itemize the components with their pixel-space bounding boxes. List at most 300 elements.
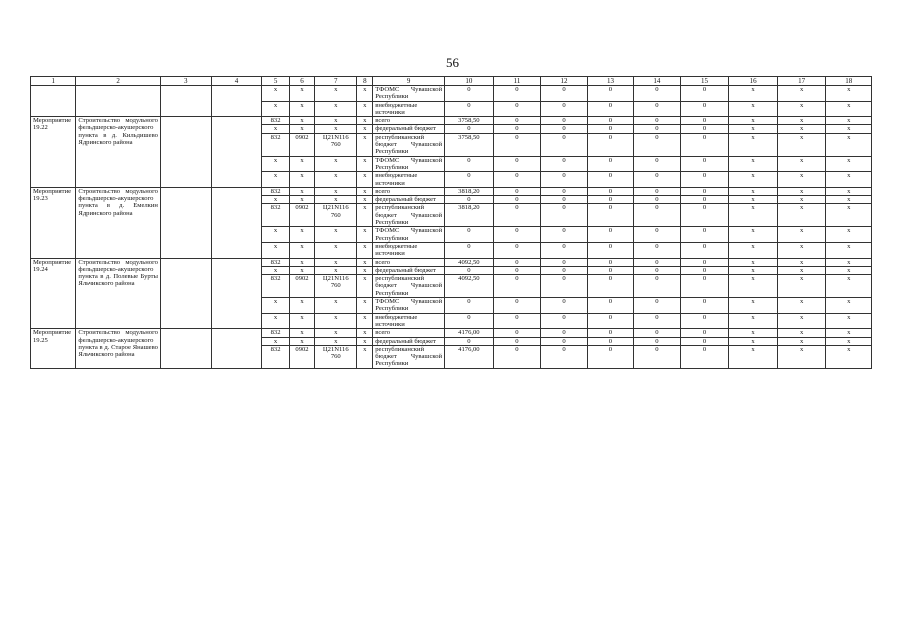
section-code-cell: x <box>289 298 314 314</box>
activity-name-cell <box>76 86 161 117</box>
funding-source-cell: ТФОМС Чувашской Республики <box>373 156 445 172</box>
year-2021-cell: 0 <box>541 266 587 274</box>
funding-source-cell: внебюджетные источники <box>373 313 445 329</box>
header-row <box>31 77 872 86</box>
year-2022-cell: 0 <box>587 133 633 156</box>
section-code-cell: x <box>289 86 314 102</box>
year-2030-cell: x <box>777 258 826 266</box>
year-2022-cell: 0 <box>587 204 633 227</box>
target-indicator-cell <box>211 329 262 368</box>
expense-type-cell: x <box>357 313 373 329</box>
funding-source-cell: ТФОМС Чувашской Республики <box>373 86 445 102</box>
executor-cell <box>160 329 211 368</box>
expense-type-cell: x <box>357 275 373 298</box>
year-2035-cell: x <box>826 298 872 314</box>
activity-label-cell: Мероприятие 19.22 <box>31 117 76 188</box>
year-2030-cell: x <box>777 117 826 125</box>
year-2021-cell: 0 <box>541 258 587 266</box>
target-indicator-cell <box>211 86 262 117</box>
target-article-cell: x <box>315 242 357 258</box>
year-2023-cell: 0 <box>634 298 680 314</box>
year-2024-cell: 0 <box>680 266 729 274</box>
year-2030-cell: x <box>777 187 826 195</box>
year-2021-cell: 0 <box>541 227 587 243</box>
year-2030-cell: x <box>777 313 826 329</box>
section-code-cell: 0902 <box>289 204 314 227</box>
year-2022-cell: 0 <box>587 313 633 329</box>
year-2024-cell: 0 <box>680 117 729 125</box>
year-2024-cell: 0 <box>680 156 729 172</box>
section-code-cell: x <box>289 227 314 243</box>
year-2022-cell: 0 <box>587 187 633 195</box>
year-2020-cell: 0 <box>493 172 541 188</box>
year-2021-cell: 0 <box>541 204 587 227</box>
year-2020-cell: 0 <box>493 86 541 102</box>
year-2022-cell: 0 <box>587 275 633 298</box>
year-2023-cell: 0 <box>634 258 680 266</box>
expense-type-cell: x <box>357 266 373 274</box>
gov-code-cell: 832 <box>262 117 289 125</box>
year-2030-cell: x <box>777 133 826 156</box>
year-2022-cell: 0 <box>587 172 633 188</box>
section-code-cell: x <box>289 313 314 329</box>
year-2024-cell: 0 <box>680 101 729 117</box>
year-2022-cell: 0 <box>587 345 633 368</box>
year-2021-cell: 0 <box>541 242 587 258</box>
year-2022-cell: 0 <box>587 242 633 258</box>
year-2020-cell: 0 <box>493 117 541 125</box>
year-2020-cell: 0 <box>493 133 541 156</box>
year-2023-cell: 0 <box>634 187 680 195</box>
column-number-header: 18 <box>826 77 872 86</box>
year-2021-cell: 0 <box>541 298 587 314</box>
expense-type-cell: x <box>357 172 373 188</box>
year-2023-cell: 0 <box>634 172 680 188</box>
activity-name-cell: Строительство модульного фельдшерско-акушерского пункта в д. Емелкин Ядринского района <box>76 187 161 258</box>
year-2035-cell: x <box>826 313 872 329</box>
year-2035-cell: x <box>826 133 872 156</box>
year-2023-cell: 0 <box>634 227 680 243</box>
gov-code-cell: x <box>262 156 289 172</box>
year-2020-cell: 0 <box>493 313 541 329</box>
column-number-header: 17 <box>777 77 826 86</box>
year-2022-cell: 0 <box>587 156 633 172</box>
column-number-header: 8 <box>357 77 373 86</box>
target-article-cell: x <box>315 117 357 125</box>
year-2019-cell: 4176,00 <box>445 329 494 337</box>
year-2025-cell: x <box>729 101 778 117</box>
target-article-cell: x <box>315 101 357 117</box>
year-2023-cell: 0 <box>634 313 680 329</box>
year-2022-cell: 0 <box>587 337 633 345</box>
table-row <box>31 187 872 195</box>
target-indicator-cell <box>211 117 262 188</box>
year-2024-cell: 0 <box>680 275 729 298</box>
table-row <box>31 86 872 102</box>
year-2030-cell: x <box>777 86 826 102</box>
year-2024-cell: 0 <box>680 172 729 188</box>
funding-source-cell: всего <box>373 117 445 125</box>
year-2035-cell: x <box>826 187 872 195</box>
section-code-cell: x <box>289 266 314 274</box>
funding-source-cell: внебюджетные источники <box>373 172 445 188</box>
executor-cell <box>160 86 211 117</box>
year-2019-cell: 0 <box>445 313 494 329</box>
gov-code-cell: 832 <box>262 345 289 368</box>
column-number-header: 11 <box>493 77 541 86</box>
year-2021-cell: 0 <box>541 101 587 117</box>
year-2021-cell: 0 <box>541 187 587 195</box>
year-2025-cell: x <box>729 187 778 195</box>
section-code-cell: x <box>289 125 314 133</box>
year-2020-cell: 0 <box>493 345 541 368</box>
year-2019-cell: 0 <box>445 298 494 314</box>
section-code-cell: x <box>289 196 314 204</box>
year-2035-cell: x <box>826 345 872 368</box>
expense-type-cell: x <box>357 187 373 195</box>
gov-code-cell: x <box>262 337 289 345</box>
year-2019-cell: 3758,50 <box>445 117 494 125</box>
year-2030-cell: x <box>777 156 826 172</box>
year-2025-cell: x <box>729 117 778 125</box>
year-2021-cell: 0 <box>541 337 587 345</box>
column-number-header: 2 <box>76 77 161 86</box>
year-2030-cell: x <box>777 125 826 133</box>
table-row <box>31 258 872 266</box>
page-number: 56 <box>446 55 459 70</box>
year-2019-cell: 0 <box>445 172 494 188</box>
year-2030-cell: x <box>777 172 826 188</box>
year-2025-cell: x <box>729 86 778 102</box>
section-code-cell: 0902 <box>289 133 314 156</box>
funding-source-cell: республиканский бюджет Чувашской Республики <box>373 345 445 368</box>
year-2035-cell: x <box>826 101 872 117</box>
funding-source-cell: ТФОМС Чувашской Республики <box>373 298 445 314</box>
year-2023-cell: 0 <box>634 86 680 102</box>
funding-source-cell: федеральный бюджет <box>373 337 445 345</box>
funding-source-cell: всего <box>373 329 445 337</box>
year-2024-cell: 0 <box>680 242 729 258</box>
funding-source-cell: всего <box>373 187 445 195</box>
executor-cell <box>160 117 211 188</box>
year-2023-cell: 0 <box>634 125 680 133</box>
activity-label-cell: Мероприятие 19.23 <box>31 187 76 258</box>
section-code-cell: x <box>289 329 314 337</box>
gov-code-cell: x <box>262 313 289 329</box>
expense-type-cell: x <box>357 196 373 204</box>
column-number-header: 6 <box>289 77 314 86</box>
section-code-cell: x <box>289 172 314 188</box>
year-2019-cell: 3758,50 <box>445 133 494 156</box>
year-2022-cell: 0 <box>587 125 633 133</box>
year-2030-cell: x <box>777 275 826 298</box>
gov-code-cell: x <box>262 242 289 258</box>
year-2035-cell: x <box>826 275 872 298</box>
gov-code-cell: 832 <box>262 133 289 156</box>
year-2025-cell: x <box>729 196 778 204</box>
expense-type-cell: x <box>357 345 373 368</box>
table-row <box>31 329 872 337</box>
target-article-cell: Ц21N116 760 <box>315 345 357 368</box>
activity-label-cell <box>31 86 76 117</box>
year-2024-cell: 0 <box>680 345 729 368</box>
section-code-cell: x <box>289 101 314 117</box>
expense-type-cell: x <box>357 156 373 172</box>
target-article-cell: x <box>315 337 357 345</box>
year-2024-cell: 0 <box>680 329 729 337</box>
year-2030-cell: x <box>777 266 826 274</box>
year-2021-cell: 0 <box>541 275 587 298</box>
expense-type-cell: x <box>357 337 373 345</box>
year-2025-cell: x <box>729 172 778 188</box>
funding-source-cell: республиканский бюджет Чувашской Республики <box>373 275 445 298</box>
year-2030-cell: x <box>777 196 826 204</box>
year-2025-cell: x <box>729 125 778 133</box>
year-2020-cell: 0 <box>493 266 541 274</box>
year-2025-cell: x <box>729 329 778 337</box>
year-2024-cell: 0 <box>680 204 729 227</box>
activity-name-cell: Строительство модульного фельдшерско-акушерского пункта в д. Полевые Бурты Яльчикского района <box>76 258 161 329</box>
year-2020-cell: 0 <box>493 227 541 243</box>
funding-source-cell: республиканский бюджет Чувашской Республики <box>373 133 445 156</box>
expense-type-cell: x <box>357 258 373 266</box>
column-number-header: 1 <box>31 77 76 86</box>
year-2020-cell: 0 <box>493 101 541 117</box>
gov-code-cell: x <box>262 125 289 133</box>
year-2035-cell: x <box>826 258 872 266</box>
year-2023-cell: 0 <box>634 242 680 258</box>
year-2023-cell: 0 <box>634 196 680 204</box>
year-2021-cell: 0 <box>541 329 587 337</box>
section-code-cell: 0902 <box>289 275 314 298</box>
year-2035-cell: x <box>826 266 872 274</box>
gov-code-cell: x <box>262 266 289 274</box>
year-2022-cell: 0 <box>587 101 633 117</box>
expense-type-cell: x <box>357 86 373 102</box>
gov-code-cell: 832 <box>262 258 289 266</box>
year-2035-cell: x <box>826 125 872 133</box>
year-2025-cell: x <box>729 156 778 172</box>
year-2022-cell: 0 <box>587 86 633 102</box>
year-2030-cell: x <box>777 345 826 368</box>
target-article-cell: x <box>315 125 357 133</box>
year-2019-cell: 0 <box>445 266 494 274</box>
year-2035-cell: x <box>826 86 872 102</box>
activity-name-cell: Строительство модульного фельдшерско-акушерского пункта в д. Старое Янашево Яльчикского района <box>76 329 161 368</box>
funding-source-cell: федеральный бюджет <box>373 266 445 274</box>
year-2021-cell: 0 <box>541 345 587 368</box>
funding-source-cell: федеральный бюджет <box>373 196 445 204</box>
target-article-cell: x <box>315 196 357 204</box>
year-2019-cell: 4092,50 <box>445 275 494 298</box>
expense-type-cell: x <box>357 204 373 227</box>
expense-type-cell: x <box>357 298 373 314</box>
activity-name-cell: Строительство модульного фельдшерско-акушерского пункта в д. Кильдишево Ядринского района <box>76 117 161 188</box>
expense-type-cell: x <box>357 101 373 117</box>
year-2030-cell: x <box>777 101 826 117</box>
year-2020-cell: 0 <box>493 258 541 266</box>
funding-source-cell: ТФОМС Чувашской Республики <box>373 227 445 243</box>
year-2030-cell: x <box>777 204 826 227</box>
target-article-cell: Ц21N116 760 <box>315 133 357 156</box>
executor-cell <box>160 258 211 329</box>
column-number-header: 16 <box>729 77 778 86</box>
year-2023-cell: 0 <box>634 133 680 156</box>
year-2022-cell: 0 <box>587 329 633 337</box>
year-2022-cell: 0 <box>587 227 633 243</box>
year-2035-cell: x <box>826 227 872 243</box>
year-2024-cell: 0 <box>680 125 729 133</box>
year-2022-cell: 0 <box>587 266 633 274</box>
year-2025-cell: x <box>729 266 778 274</box>
year-2030-cell: x <box>777 329 826 337</box>
column-number-header: 9 <box>373 77 445 86</box>
target-article-cell: x <box>315 227 357 243</box>
gov-code-cell: 832 <box>262 187 289 195</box>
year-2019-cell: 0 <box>445 227 494 243</box>
year-2019-cell: 0 <box>445 196 494 204</box>
gov-code-cell: x <box>262 227 289 243</box>
target-article-cell: Ц21N116 760 <box>315 204 357 227</box>
column-number-header: 7 <box>315 77 357 86</box>
funding-source-cell: республиканский бюджет Чувашской Республики <box>373 204 445 227</box>
target-article-cell: x <box>315 329 357 337</box>
target-article-cell: x <box>315 156 357 172</box>
year-2019-cell: 0 <box>445 86 494 102</box>
year-2023-cell: 0 <box>634 204 680 227</box>
column-number-header: 13 <box>587 77 633 86</box>
gov-code-cell: x <box>262 298 289 314</box>
section-code-cell: x <box>289 156 314 172</box>
year-2019-cell: 0 <box>445 101 494 117</box>
column-number-header: 3 <box>160 77 211 86</box>
year-2035-cell: x <box>826 117 872 125</box>
year-2030-cell: x <box>777 227 826 243</box>
table-row <box>31 117 872 125</box>
section-code-cell: x <box>289 258 314 266</box>
year-2021-cell: 0 <box>541 125 587 133</box>
expense-type-cell: x <box>357 133 373 156</box>
year-2020-cell: 0 <box>493 298 541 314</box>
year-2022-cell: 0 <box>587 298 633 314</box>
year-2023-cell: 0 <box>634 101 680 117</box>
target-article-cell: x <box>315 298 357 314</box>
target-article-cell: x <box>315 258 357 266</box>
year-2024-cell: 0 <box>680 86 729 102</box>
year-2025-cell: x <box>729 242 778 258</box>
gov-code-cell: x <box>262 101 289 117</box>
year-2025-cell: x <box>729 258 778 266</box>
year-2025-cell: x <box>729 337 778 345</box>
gov-code-cell: x <box>262 196 289 204</box>
year-2030-cell: x <box>777 337 826 345</box>
program-funding-table <box>30 76 872 369</box>
year-2023-cell: 0 <box>634 266 680 274</box>
expense-type-cell: x <box>357 125 373 133</box>
funding-source-cell: федеральный бюджет <box>373 125 445 133</box>
gov-code-cell: x <box>262 172 289 188</box>
funding-source-cell: всего <box>373 258 445 266</box>
gov-code-cell: 832 <box>262 204 289 227</box>
year-2035-cell: x <box>826 242 872 258</box>
year-2024-cell: 0 <box>680 298 729 314</box>
year-2021-cell: 0 <box>541 86 587 102</box>
year-2025-cell: x <box>729 345 778 368</box>
year-2024-cell: 0 <box>680 196 729 204</box>
year-2020-cell: 0 <box>493 125 541 133</box>
year-2021-cell: 0 <box>541 156 587 172</box>
gov-code-cell: x <box>262 86 289 102</box>
gov-code-cell: 832 <box>262 329 289 337</box>
year-2024-cell: 0 <box>680 337 729 345</box>
expense-type-cell: x <box>357 329 373 337</box>
year-2022-cell: 0 <box>587 258 633 266</box>
year-2019-cell: 0 <box>445 156 494 172</box>
year-2021-cell: 0 <box>541 172 587 188</box>
year-2023-cell: 0 <box>634 337 680 345</box>
year-2035-cell: x <box>826 337 872 345</box>
target-article-cell: x <box>315 187 357 195</box>
year-2019-cell: 3818,20 <box>445 187 494 195</box>
year-2019-cell: 3818,20 <box>445 204 494 227</box>
target-article-cell: x <box>315 266 357 274</box>
year-2024-cell: 0 <box>680 133 729 156</box>
year-2020-cell: 0 <box>493 329 541 337</box>
funding-source-cell: внебюджетные источники <box>373 101 445 117</box>
column-number-header: 10 <box>445 77 494 86</box>
year-2021-cell: 0 <box>541 133 587 156</box>
column-number-header: 4 <box>211 77 262 86</box>
year-2019-cell: 4176,00 <box>445 345 494 368</box>
target-article-cell: x <box>315 313 357 329</box>
year-2020-cell: 0 <box>493 204 541 227</box>
year-2024-cell: 0 <box>680 258 729 266</box>
year-2022-cell: 0 <box>587 196 633 204</box>
year-2020-cell: 0 <box>493 187 541 195</box>
target-article-cell: x <box>315 86 357 102</box>
year-2035-cell: x <box>826 156 872 172</box>
year-2025-cell: x <box>729 313 778 329</box>
year-2024-cell: 0 <box>680 187 729 195</box>
executor-cell <box>160 187 211 258</box>
year-2021-cell: 0 <box>541 313 587 329</box>
year-2025-cell: x <box>729 133 778 156</box>
year-2024-cell: 0 <box>680 227 729 243</box>
year-2023-cell: 0 <box>634 329 680 337</box>
year-2025-cell: x <box>729 204 778 227</box>
year-2019-cell: 0 <box>445 125 494 133</box>
year-2035-cell: x <box>826 204 872 227</box>
activity-label-cell: Мероприятие 19.24 <box>31 258 76 329</box>
year-2019-cell: 4092,50 <box>445 258 494 266</box>
expense-type-cell: x <box>357 242 373 258</box>
section-code-cell: x <box>289 117 314 125</box>
section-code-cell: 0902 <box>289 345 314 368</box>
target-indicator-cell <box>211 258 262 329</box>
activity-label-cell: Мероприятие 19.25 <box>31 329 76 368</box>
year-2020-cell: 0 <box>493 337 541 345</box>
target-article-cell: Ц21N116 760 <box>315 275 357 298</box>
year-2024-cell: 0 <box>680 313 729 329</box>
year-2025-cell: x <box>729 275 778 298</box>
section-code-cell: x <box>289 187 314 195</box>
year-2021-cell: 0 <box>541 117 587 125</box>
section-code-cell: x <box>289 242 314 258</box>
funding-source-cell: внебюджетные источники <box>373 242 445 258</box>
target-indicator-cell <box>211 187 262 258</box>
year-2030-cell: x <box>777 242 826 258</box>
year-2021-cell: 0 <box>541 196 587 204</box>
